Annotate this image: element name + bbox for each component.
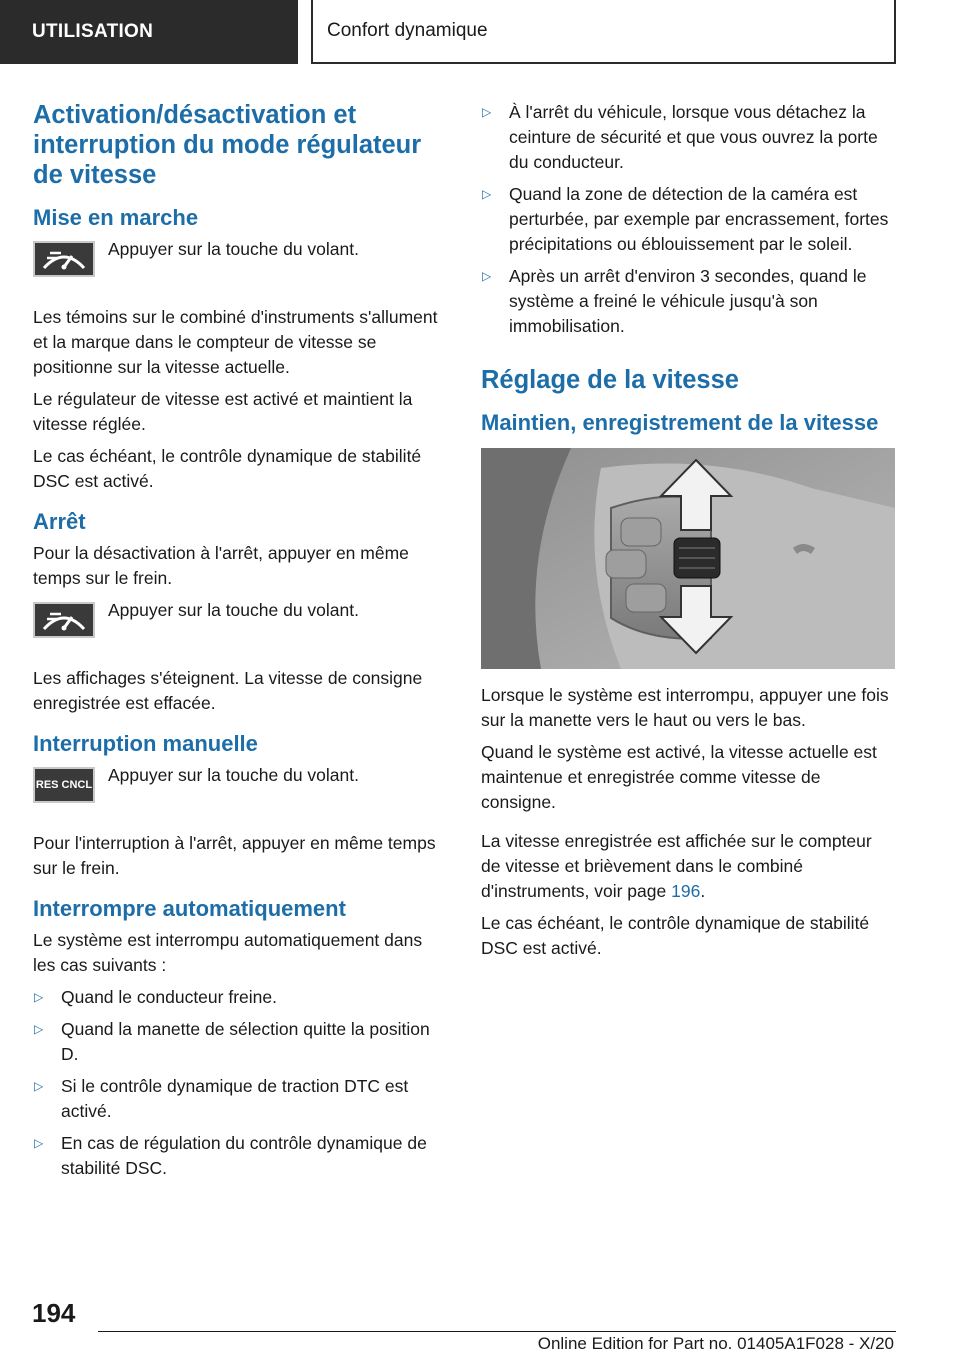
icon-instruction-text: Appuyer sur la touche du volant. <box>108 239 359 259</box>
paragraph: Les affichages s'éteignent. La vitesse de consigne enregistrée est effacée. <box>33 668 423 713</box>
res-cncl-label: RES CNCL <box>35 779 93 791</box>
paragraph: Pour l'interruption à l'arrêt, appuyer en même temps sur le frein. <box>33 833 436 878</box>
list-item-text: Quand la zone de détection de la caméra est perturbée, par exemple par encrassement, fortes précipitations ou éblouissement par le soleil. <box>509 184 889 254</box>
list-item <box>33 1131 445 1181</box>
heading-on: Mise en marche <box>33 205 199 230</box>
list-item <box>33 985 445 1010</box>
icon-instruction-text: Appuyer sur la touche du volant. <box>108 765 359 785</box>
footer-edition: Online Edition for Part no. 01405A1F028 - X/20 <box>537 1334 894 1353</box>
right-column <box>481 100 895 968</box>
paragraph: Le cas échéant, le contrôle dynamique de stabilité DSC est activé. <box>33 446 422 491</box>
chapter-label: Confort dynamique <box>311 0 896 64</box>
main-heading: Activation/désactivation et interruption du mode régulateur de vitesse <box>33 101 422 189</box>
triangle-bullet-icon: ▷ <box>34 1022 44 1036</box>
list-item <box>33 1017 445 1067</box>
triangle-bullet-icon: ▷ <box>34 1136 44 1150</box>
paragraph: Le système est interrompu automatiquement dans les cas suivants : <box>33 930 423 975</box>
list-item <box>481 182 895 257</box>
list-item-text: À l'arrêt du véhicule, lorsque vous détachez la ceinture de sécurité et que vous ouvrez la porte du conducteur. <box>509 102 878 172</box>
triangle-bullet-icon: ▷ <box>482 187 492 201</box>
list-item-text: En cas de régulation du contrôle dynamique de stabilité DSC. <box>61 1133 427 1178</box>
paragraph-text: . <box>700 881 706 901</box>
heading-off: Arrêt <box>33 509 86 534</box>
list-item <box>33 1074 445 1124</box>
list-item <box>481 100 895 175</box>
left-column <box>33 100 445 1188</box>
footer-divider <box>98 1331 896 1332</box>
paragraph-text: La vitesse enregistrée est affichée sur le compteur de vitesse et brièvement dans le combiné d'instruments, voir page <box>481 831 872 901</box>
cruise-control-button-icon <box>33 602 95 638</box>
res-cncl-button-icon <box>33 767 95 803</box>
paragraph: Quand le système est activé, la vitesse actuelle est maintenue et enregistrée comme vitesse de consigne. <box>481 742 877 812</box>
triangle-bullet-icon: ▷ <box>34 990 44 1004</box>
page-header <box>0 0 960 66</box>
list-item <box>481 264 895 339</box>
icon-instruction-manual <box>33 763 445 823</box>
list-item-text: Quand le conducteur freine. <box>61 987 277 1007</box>
triangle-bullet-icon: ▷ <box>34 1079 44 1093</box>
steering-wheel-image <box>481 448 895 669</box>
maintain-speed-heading: Maintien, enregistrement de la vitesse <box>481 410 879 435</box>
speed-setting-heading: Réglage de la vitesse <box>481 366 739 394</box>
list-item-text: Quand la manette de sélection quitte la position D. <box>61 1019 430 1064</box>
paragraph <box>481 829 895 904</box>
paragraph: Lorsque le système est interrompu, appuyer une fois sur la manette vers le haut ou vers le bas. <box>481 685 889 730</box>
icon-instruction-text: Appuyer sur la touche du volant. <box>108 600 359 620</box>
triangle-bullet-icon: ▷ <box>482 269 492 283</box>
auto-interrupt-list-continued <box>481 100 895 339</box>
cruise-control-button-icon <box>33 241 95 277</box>
auto-interrupt-list <box>33 985 445 1181</box>
paragraph: Pour la désactivation à l'arrêt, appuyer en même temps sur le frein. <box>33 543 409 588</box>
paragraph: Le régulateur de vitesse est activé et maintient la vitesse réglée. <box>33 389 413 434</box>
list-item-text: Après un arrêt d'environ 3 secondes, quand le système a freiné le véhicule jusqu'à son immobilisation. <box>509 266 867 336</box>
triangle-bullet-icon: ▷ <box>482 105 492 119</box>
heading-auto: Interrompre automatiquement <box>33 896 346 921</box>
paragraph: Le cas échéant, le contrôle dynamique de stabilité DSC est activé. <box>481 913 870 958</box>
icon-instruction-off <box>33 598 445 658</box>
icon-instruction-on <box>33 237 445 297</box>
page-number: 194 <box>32 1298 76 1328</box>
paragraph: Les témoins sur le combiné d'instruments s'allument et la marque dans le compteur de vitesse se positionne sur la vitesse actuelle. <box>33 307 438 377</box>
page-reference-link[interactable]: 196 <box>671 881 701 901</box>
section-label: UTILISATION <box>0 0 298 64</box>
heading-manual: Interruption manuelle <box>33 731 258 756</box>
list-item-text: Si le contrôle dynamique de traction DTC est activé. <box>61 1076 409 1121</box>
